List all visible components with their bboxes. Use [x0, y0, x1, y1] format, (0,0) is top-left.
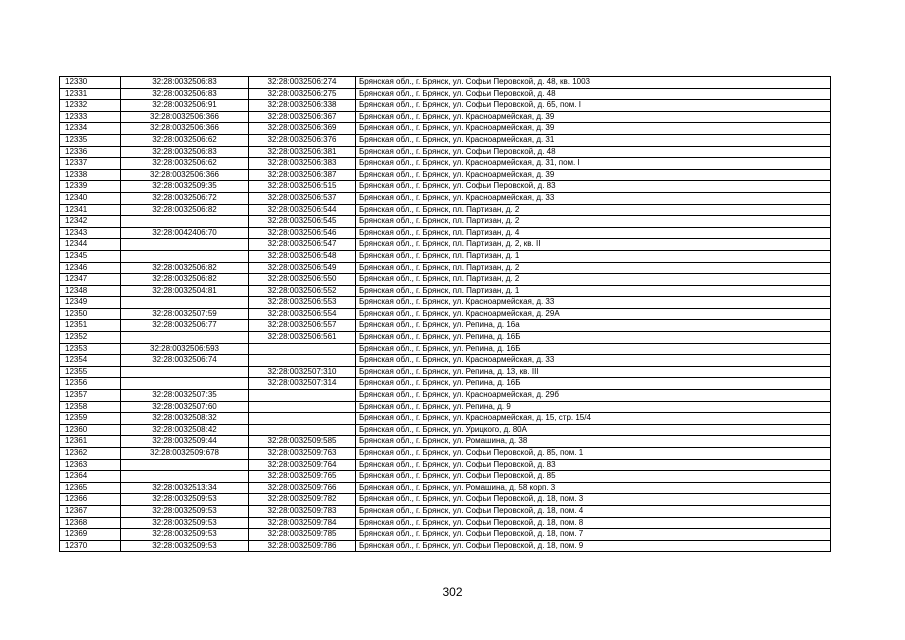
row-number-cell: 12363 [60, 459, 121, 471]
land-plot-number-cell: 32:28:0032507:60 [121, 401, 249, 413]
table-row [60, 146, 831, 158]
table-row [60, 390, 831, 402]
row-number-cell: 12333 [60, 111, 121, 123]
land-plot-number-cell [121, 239, 249, 251]
row-number-cell: 12337 [60, 158, 121, 170]
table-row [60, 134, 831, 146]
land-plot-number-cell: 32:28:0032509:35 [121, 181, 249, 193]
row-number-cell: 12359 [60, 413, 121, 425]
address-cell: Брянская обл., г. Брянск, ул. Ромашина, д. 58 корп. 3 [356, 482, 831, 494]
land-plot-number-cell: 32:28:0032508:32 [121, 413, 249, 425]
table-row [60, 540, 831, 552]
building-number-cell: 32:28:0032507:310 [249, 366, 356, 378]
building-number-cell: 32:28:0032509:765 [249, 471, 356, 483]
address-cell: Брянская обл., г. Брянск, ул. Красноармейская, д. 39 [356, 123, 831, 135]
building-number-cell [249, 401, 356, 413]
land-plot-number-cell: 32:28:0032506:82 [121, 262, 249, 274]
table-row [60, 448, 831, 460]
table-row [60, 77, 831, 89]
building-number-cell: 32:28:0032506:387 [249, 169, 356, 181]
row-number-cell: 12350 [60, 308, 121, 320]
land-plot-number-cell [121, 216, 249, 228]
row-number-cell: 12369 [60, 529, 121, 541]
building-number-cell: 32:28:0032509:763 [249, 448, 356, 460]
address-cell: Брянская обл., г. Брянск, пл. Партизан, д. 2 [356, 262, 831, 274]
building-number-cell: 32:28:0032506:367 [249, 111, 356, 123]
row-number-cell: 12341 [60, 204, 121, 216]
address-cell: Брянская обл., г. Брянск, пл. Партизан, д. 4 [356, 227, 831, 239]
building-number-cell: 32:28:0032506:548 [249, 250, 356, 262]
address-cell: Брянская обл., г. Брянск, ул. Красноармейская, д. 33 [356, 192, 831, 204]
table-row [60, 482, 831, 494]
row-number-cell: 12348 [60, 285, 121, 297]
building-number-cell: 32:28:0032506:383 [249, 158, 356, 170]
row-number-cell: 12367 [60, 505, 121, 517]
building-number-cell: 32:28:0032506:544 [249, 204, 356, 216]
building-number-cell: 32:28:0032509:786 [249, 540, 356, 552]
table-row [60, 169, 831, 181]
row-number-cell: 12361 [60, 436, 121, 448]
land-plot-number-cell: 32:28:0032506:593 [121, 343, 249, 355]
row-number-cell: 12343 [60, 227, 121, 239]
row-number-cell: 12370 [60, 540, 121, 552]
address-cell: Брянская обл., г. Брянск, ул. Репина, д. 16а [356, 320, 831, 332]
land-plot-number-cell: 32:28:0032507:35 [121, 390, 249, 402]
row-number-cell: 12334 [60, 123, 121, 135]
building-number-cell: 32:28:0032509:782 [249, 494, 356, 506]
land-plot-number-cell: 32:28:0032506:62 [121, 158, 249, 170]
table-row [60, 471, 831, 483]
row-number-cell: 12351 [60, 320, 121, 332]
address-cell: Брянская обл., г. Брянск, ул. Красноармейская, д. 29А [356, 308, 831, 320]
row-number-cell: 12331 [60, 88, 121, 100]
land-plot-number-cell: 32:28:0032506:74 [121, 355, 249, 367]
address-cell: Брянская обл., г. Брянск, пл. Партизан, д. 2 [356, 216, 831, 228]
table-row [60, 274, 831, 286]
table-row [60, 123, 831, 135]
row-number-cell: 12345 [60, 250, 121, 262]
building-number-cell: 32:28:0032507:314 [249, 378, 356, 390]
address-cell: Брянская обл., г. Брянск, пл. Партизан, д. 1 [356, 285, 831, 297]
address-cell: Брянская обл., г. Брянск, ул. Софьи Перовской, д. 85, пом. 1 [356, 448, 831, 460]
address-cell: Брянская обл., г. Брянск, ул. Красноармейская, д. 33 [356, 355, 831, 367]
table-row [60, 424, 831, 436]
address-cell: Брянская обл., г. Брянск, ул. Софьи Перовской, д. 85 [356, 471, 831, 483]
land-plot-number-cell: 32:28:0032506:83 [121, 146, 249, 158]
row-number-cell: 12330 [60, 77, 121, 89]
land-plot-number-cell [121, 459, 249, 471]
table-row [60, 378, 831, 390]
building-number-cell: 32:28:0032506:537 [249, 192, 356, 204]
row-number-cell: 12344 [60, 239, 121, 251]
table-row [60, 262, 831, 274]
cadastral-table [59, 76, 831, 552]
address-cell: Брянская обл., г. Брянск, ул. Софьи Перовской, д. 83 [356, 181, 831, 193]
table-row [60, 332, 831, 344]
building-number-cell: 32:28:0032506:549 [249, 262, 356, 274]
building-number-cell: 32:28:0032506:545 [249, 216, 356, 228]
table-row [60, 413, 831, 425]
row-number-cell: 12368 [60, 517, 121, 529]
address-cell: Брянская обл., г. Брянск, ул. Красноармейская, д. 31 [356, 134, 831, 146]
table-row [60, 158, 831, 170]
address-cell: Брянская обл., г. Брянск, ул. Красноармейская, д. 31, пом. I [356, 158, 831, 170]
address-cell: Брянская обл., г. Брянск, ул. Красноармейская, д. 15, стр. 15/4 [356, 413, 831, 425]
table-row [60, 88, 831, 100]
building-number-cell [249, 424, 356, 436]
table-row [60, 227, 831, 239]
row-number-cell: 12346 [60, 262, 121, 274]
land-plot-number-cell: 32:28:0032506:82 [121, 274, 249, 286]
land-plot-number-cell: 32:28:0032513:34 [121, 482, 249, 494]
building-number-cell: 32:28:0032509:784 [249, 517, 356, 529]
land-plot-number-cell: 32:28:0032506:77 [121, 320, 249, 332]
building-number-cell [249, 390, 356, 402]
address-cell: Брянская обл., г. Брянск, ул. Красноармейская, д. 33 [356, 297, 831, 309]
building-number-cell: 32:28:0032506:553 [249, 297, 356, 309]
address-cell: Брянская обл., г. Брянск, пл. Партизан, д. 2 [356, 204, 831, 216]
row-number-cell: 12340 [60, 192, 121, 204]
table-row [60, 111, 831, 123]
building-number-cell [249, 413, 356, 425]
building-number-cell: 32:28:0032506:554 [249, 308, 356, 320]
land-plot-number-cell: 32:28:0032509:678 [121, 448, 249, 460]
row-number-cell: 12339 [60, 181, 121, 193]
address-cell: Брянская обл., г. Брянск, ул. Репина, д. 16Б [356, 332, 831, 344]
building-number-cell: 32:28:0032509:785 [249, 529, 356, 541]
building-number-cell: 32:28:0032506:338 [249, 100, 356, 112]
land-plot-number-cell: 32:28:0032509:53 [121, 505, 249, 517]
row-number-cell: 12366 [60, 494, 121, 506]
address-cell: Брянская обл., г. Брянск, ул. Софьи Перовской, д. 65, пом. I [356, 100, 831, 112]
address-cell: Брянская обл., г. Брянск, пл. Партизан, д. 2, кв. II [356, 239, 831, 251]
building-number-cell: 32:28:0032509:766 [249, 482, 356, 494]
row-number-cell: 12349 [60, 297, 121, 309]
building-number-cell: 32:28:0032506:547 [249, 239, 356, 251]
address-cell: Брянская обл., г. Брянск, ул. Софьи Перовской, д. 18, пом. 7 [356, 529, 831, 541]
address-cell: Брянская обл., г. Брянск, ул. Урицкого, д. 80А [356, 424, 831, 436]
building-number-cell: 32:28:0032506:369 [249, 123, 356, 135]
row-number-cell: 12365 [60, 482, 121, 494]
building-number-cell [249, 343, 356, 355]
land-plot-number-cell: 32:28:0032506:91 [121, 100, 249, 112]
address-cell: Брянская обл., г. Брянск, ул. Репина, д. 16Б [356, 378, 831, 390]
address-cell: Брянская обл., г. Брянск, ул. Красноармейская, д. 29б [356, 390, 831, 402]
table-row [60, 320, 831, 332]
table-row [60, 216, 831, 228]
table-row [60, 401, 831, 413]
table-row [60, 436, 831, 448]
table-row [60, 343, 831, 355]
address-cell: Брянская обл., г. Брянск, ул. Софьи Перовской, д. 83 [356, 459, 831, 471]
row-number-cell: 12356 [60, 378, 121, 390]
address-cell: Брянская обл., г. Брянск, ул. Красноармейская, д. 39 [356, 169, 831, 181]
building-number-cell: 32:28:0032509:764 [249, 459, 356, 471]
land-plot-number-cell: 32:28:0032506:366 [121, 169, 249, 181]
land-plot-number-cell: 32:28:0032504:81 [121, 285, 249, 297]
address-cell: Брянская обл., г. Брянск, ул. Репина, д. 13, кв. III [356, 366, 831, 378]
land-plot-number-cell: 32:28:0032506:62 [121, 134, 249, 146]
land-plot-number-cell [121, 332, 249, 344]
row-number-cell: 12358 [60, 401, 121, 413]
land-plot-number-cell: 32:28:0032506:83 [121, 77, 249, 89]
row-number-cell: 12347 [60, 274, 121, 286]
address-cell: Брянская обл., г. Брянск, ул. Репина, д. 9 [356, 401, 831, 413]
building-number-cell: 32:28:0032506:376 [249, 134, 356, 146]
land-plot-number-cell: 32:28:0032506:366 [121, 123, 249, 135]
table-row [60, 308, 831, 320]
building-number-cell: 32:28:0032506:550 [249, 274, 356, 286]
page-number: 302 [442, 585, 463, 599]
land-plot-number-cell: 32:28:0042406:70 [121, 227, 249, 239]
building-number-cell: 32:28:0032506:546 [249, 227, 356, 239]
building-number-cell: 32:28:0032506:561 [249, 332, 356, 344]
building-number-cell: 32:28:0032509:783 [249, 505, 356, 517]
building-number-cell: 32:28:0032509:585 [249, 436, 356, 448]
address-cell: Брянская обл., г. Брянск, ул. Красноармейская, д. 39 [356, 111, 831, 123]
table-row [60, 192, 831, 204]
land-plot-number-cell: 32:28:0032507:59 [121, 308, 249, 320]
row-number-cell: 12336 [60, 146, 121, 158]
row-number-cell: 12352 [60, 332, 121, 344]
address-cell: Брянская обл., г. Брянск, ул. Репина, д. 16Б [356, 343, 831, 355]
land-plot-number-cell [121, 471, 249, 483]
table-row [60, 459, 831, 471]
address-cell: Брянская обл., г. Брянск, ул. Софьи Перовской, д. 48 [356, 88, 831, 100]
land-plot-number-cell: 32:28:0032509:53 [121, 517, 249, 529]
address-cell: Брянская обл., г. Брянск, ул. Софьи Перовской, д. 18, пом. 8 [356, 517, 831, 529]
building-number-cell: 32:28:0032506:552 [249, 285, 356, 297]
building-number-cell: 32:28:0032506:515 [249, 181, 356, 193]
building-number-cell: 32:28:0032506:557 [249, 320, 356, 332]
row-number-cell: 12355 [60, 366, 121, 378]
land-plot-number-cell: 32:28:0032506:83 [121, 88, 249, 100]
table-row [60, 297, 831, 309]
address-cell: Брянская обл., г. Брянск, пл. Партизан, д. 1 [356, 250, 831, 262]
table-row [60, 366, 831, 378]
address-cell: Брянская обл., г. Брянск, пл. Партизан, д. 2 [356, 274, 831, 286]
building-number-cell [249, 355, 356, 367]
address-cell: Брянская обл., г. Брянск, ул. Софьи Перовской, д. 18, пом. 9 [356, 540, 831, 552]
row-number-cell: 12364 [60, 471, 121, 483]
table-row [60, 204, 831, 216]
table-row [60, 250, 831, 262]
land-plot-number-cell: 32:28:0032509:53 [121, 529, 249, 541]
row-number-cell: 12353 [60, 343, 121, 355]
land-plot-number-cell: 32:28:0032506:72 [121, 192, 249, 204]
table-row [60, 505, 831, 517]
table-row [60, 239, 831, 251]
address-cell: Брянская обл., г. Брянск, ул. Софьи Перовской, д. 48 [356, 146, 831, 158]
row-number-cell: 12338 [60, 169, 121, 181]
address-cell: Брянская обл., г. Брянск, ул. Софьи Перовской, д. 48, кв. 1003 [356, 77, 831, 89]
land-plot-number-cell: 32:28:0032506:82 [121, 204, 249, 216]
land-plot-number-cell [121, 378, 249, 390]
land-plot-number-cell: 32:28:0032508:42 [121, 424, 249, 436]
row-number-cell: 12360 [60, 424, 121, 436]
land-plot-number-cell: 32:28:0032506:366 [121, 111, 249, 123]
land-plot-number-cell: 32:28:0032509:44 [121, 436, 249, 448]
land-plot-number-cell [121, 366, 249, 378]
table-row [60, 529, 831, 541]
table-row [60, 100, 831, 112]
land-plot-number-cell: 32:28:0032509:53 [121, 494, 249, 506]
row-number-cell: 12354 [60, 355, 121, 367]
table-row [60, 494, 831, 506]
table-row [60, 355, 831, 367]
table-row [60, 517, 831, 529]
address-cell: Брянская обл., г. Брянск, ул. Софьи Перовской, д. 18, пом. 3 [356, 494, 831, 506]
table-row [60, 181, 831, 193]
row-number-cell: 12357 [60, 390, 121, 402]
building-number-cell: 32:28:0032506:274 [249, 77, 356, 89]
row-number-cell: 12332 [60, 100, 121, 112]
row-number-cell: 12342 [60, 216, 121, 228]
address-cell: Брянская обл., г. Брянск, ул. Ромашина, д. 38 [356, 436, 831, 448]
building-number-cell: 32:28:0032506:381 [249, 146, 356, 158]
row-number-cell: 12362 [60, 448, 121, 460]
address-cell: Брянская обл., г. Брянск, ул. Софьи Перовской, д. 18, пом. 4 [356, 505, 831, 517]
land-plot-number-cell [121, 297, 249, 309]
row-number-cell: 12335 [60, 134, 121, 146]
table-row [60, 285, 831, 297]
building-number-cell: 32:28:0032506:275 [249, 88, 356, 100]
land-plot-number-cell: 32:28:0032509:53 [121, 540, 249, 552]
land-plot-number-cell [121, 250, 249, 262]
